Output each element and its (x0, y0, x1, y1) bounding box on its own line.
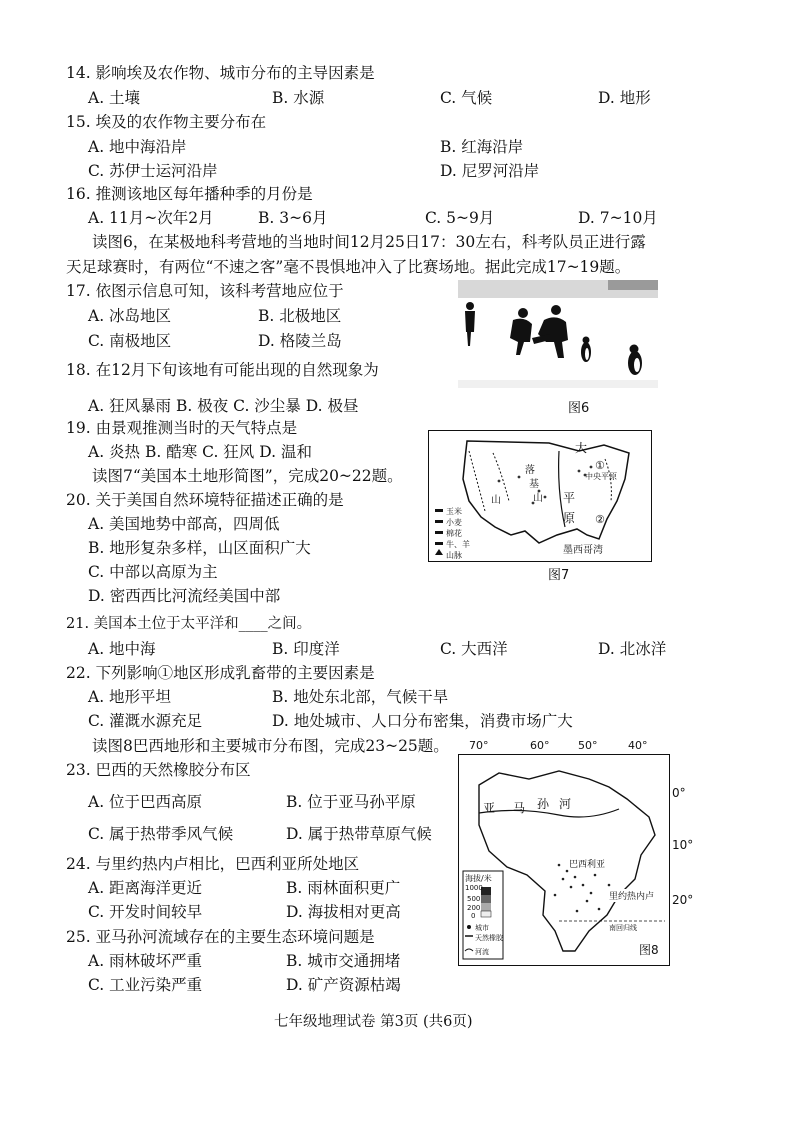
q24-option-a: A. 距离海洋更近 (88, 879, 203, 897)
fig7-label-gulf: 墨西哥湾 (563, 545, 603, 556)
q23-option-a: A. 位于巴西高原 (88, 793, 203, 811)
q24-option-b: B. 雨林面积更广 (286, 879, 401, 897)
q21-option-b: B. 印度洋 (272, 640, 340, 658)
fig7-label-plain-1: 平 (563, 491, 576, 505)
fig8-lon-40: 40° (628, 739, 648, 752)
q19-options: A. 炎热 B. 酷寒 C. 狂风 D. 温和 (88, 443, 312, 461)
q14-option-b: B. 水源 (272, 89, 325, 107)
fig8-label-amazon-3: 孙 (537, 797, 550, 811)
passage8-line1: 读图8巴西地形和主要城市分布图，完成23~25题。 (92, 737, 449, 755)
q23-option-b: B. 位于亚马孙平原 (286, 793, 416, 811)
q24-option-c: C. 开发时间较早 (88, 903, 203, 921)
q22-option-d: D. 地处城市、人口分布密集，消费市场广大 (272, 712, 573, 730)
passage7-line1: 读图7“美国本土地形简图”，完成20~22题。 (92, 467, 403, 485)
q25-option-b: B. 城市交通拥堵 (286, 952, 401, 970)
q25-option-c: C. 工业污染严重 (88, 976, 203, 994)
q16-option-c: C. 5~9月 (425, 209, 495, 227)
page-footer: 七年级地理试卷 第3页 (共6页) (274, 1014, 473, 1030)
q17-option-b: B. 北极地区 (258, 307, 342, 325)
q20-option-d: D. 密西西比河流经美国中部 (88, 587, 281, 605)
q20-stem: 20. 关于美国自然环境特征描述正确的是 (66, 491, 344, 509)
fig8-label-amazon-4: 河 (559, 797, 572, 811)
q14-option-c: C. 气候 (440, 89, 493, 107)
fig8-legend-river: 河流 (475, 948, 489, 956)
fig7-legend-cotton: 棉花 (446, 529, 462, 538)
fig8-label-amazon-2: 马 (513, 801, 526, 815)
q17-option-c: C. 南极地区 (88, 332, 172, 350)
figure6-caption: 图6 (568, 401, 590, 416)
q14-stem: 14. 影响埃及农作物、城市分布的主导因素是 (66, 64, 375, 82)
q23-stem: 23. 巴西的天然橡胶分布区 (66, 761, 251, 779)
fig7-label-1: ① (595, 459, 605, 472)
q21-stem: 21. 美国本土位于太平洋和____之间。 (66, 616, 312, 632)
fig8-lon-70: 70° (469, 739, 489, 752)
q21-option-c: C. 大西洋 (440, 640, 508, 658)
fig8-lat-20: 20° (672, 893, 694, 907)
q22-stem: 22. 下列影响①地区形成乳畜带的主要因素是 (66, 664, 375, 682)
q21-option-a: A. 地中海 (88, 640, 156, 658)
fig8-lat-10: 10° (672, 838, 694, 852)
fig7-label-2: ② (595, 513, 605, 526)
q19-stem: 19. 由景观推测当时的天气特点是 (66, 419, 298, 437)
q15-option-d: D. 尼罗河沿岸 (440, 162, 540, 180)
fig7-legend-corn: 玉米 (446, 507, 462, 516)
q25-stem: 25. 亚马孙河流域存在的主要生态环境问题是 (66, 928, 375, 946)
figure7-map (428, 430, 652, 562)
fig7-legend-mountain: 山脉 (446, 551, 462, 560)
q18-stem: 18. 在12月下旬该地有可能出现的自然现象为 (66, 361, 379, 379)
q17-option-d: D. 格陵兰岛 (258, 332, 342, 350)
fig7-label-rocky-2: 基 (529, 479, 539, 490)
q25-option-d: D. 矿产资源枯竭 (286, 976, 401, 994)
fig7-label-big: 大 (575, 441, 588, 455)
q17-stem: 17. 依图示信息可知，该科考营地应位于 (66, 282, 344, 300)
q14-option-a: A. 土壤 (88, 89, 141, 107)
figure8-map (458, 754, 670, 966)
fig8-lon-50: 50° (578, 739, 598, 752)
q24-option-d: D. 海拔相对更高 (286, 903, 401, 921)
fig8-legend-rubber: 天然橡胶 (475, 934, 503, 942)
q15-stem: 15. 埃及的农作物主要分布在 (66, 113, 267, 131)
q14-option-d: D. 地形 (598, 89, 651, 107)
fig8-label-rio: 里约热内卢 (609, 889, 654, 902)
fig8-label-brasilia: 巴西利亚 (569, 857, 605, 870)
fig8-legend-0: 0 (471, 912, 476, 920)
q18-options: A. 狂风暴雨 B. 极夜 C. 沙尘暴 D. 极昼 (88, 397, 359, 415)
q15-option-a: A. 地中海沿岸 (88, 138, 187, 156)
q17-option-a: A. 冰岛地区 (88, 307, 172, 325)
fig7-label-west-mountain: 山 (491, 495, 501, 506)
fig7-legend-livestock: 牛、羊 (446, 540, 470, 549)
q25-option-a: A. 雨林破坏严重 (88, 952, 203, 970)
fig7-label-rocky-1: 落 (525, 465, 535, 476)
fig7-label-plain-2: 原 (563, 511, 576, 525)
fig8-lat-0: 0° (672, 786, 686, 800)
passage6-line2: 天足球赛时，有两位“不速之客”毫不畏惧地冲入了比赛场地。据此完成17~19题。 (66, 258, 631, 276)
q16-option-d: D. 7~10月 (578, 209, 658, 227)
fig8-label-tropic: 南回归线 (609, 924, 637, 932)
q15-option-c: C. 苏伊士运河沿岸 (88, 162, 218, 180)
q23-option-c: C. 属于热带季风气候 (88, 825, 234, 843)
q20-option-a: A. 美国地势中部高，四周低 (88, 515, 280, 533)
q24-stem: 24. 与里约热内卢相比，巴西利亚所处地区 (66, 855, 360, 873)
q22-option-a: A. 地形平坦 (88, 688, 172, 706)
q16-option-b: B. 3~6月 (258, 209, 328, 227)
q16-option-a: A. 11月~次年2月 (88, 209, 214, 227)
q16-stem: 16. 推测该地区每年播种季的月份是 (66, 185, 313, 203)
q22-option-b: B. 地处东北部，气候干旱 (272, 688, 449, 706)
passage6-line1: 读图6，在某极地科考营地的当地时间12月25日17：30左右，科考队员正进行露 (92, 233, 646, 251)
fig8-legend-title: 海拔/米 (465, 874, 492, 883)
fig8-label-amazon-1: 亚 (483, 801, 496, 815)
q15-option-b: B. 红海沿岸 (440, 138, 524, 156)
fig8-legend-200: 200 (467, 904, 481, 912)
fig8-legend-1000: 1000 (465, 884, 483, 892)
fig7-label-central-plain: 中央平原 (585, 472, 617, 481)
q21-option-d: D. 北冰洋 (598, 640, 667, 658)
fig8-legend-city: 城市 (475, 924, 489, 932)
q22-option-c: C. 灌溉水源充足 (88, 712, 203, 730)
fig7-label-rocky-3: 山 (533, 493, 543, 504)
fig8-legend-500: 500 (467, 895, 481, 903)
figure8-caption: 图8 (639, 943, 659, 957)
figure7-caption: 图7 (548, 568, 570, 583)
figure6-image (458, 280, 658, 388)
fig7-legend-wheat: 小麦 (446, 518, 462, 527)
q20-option-c: C. 中部以高原为主 (88, 563, 218, 581)
q23-option-d: D. 属于热带草原气候 (286, 825, 432, 843)
q20-option-b: B. 地形复杂多样，山区面积广大 (88, 539, 311, 557)
fig8-lon-60: 60° (530, 739, 550, 752)
